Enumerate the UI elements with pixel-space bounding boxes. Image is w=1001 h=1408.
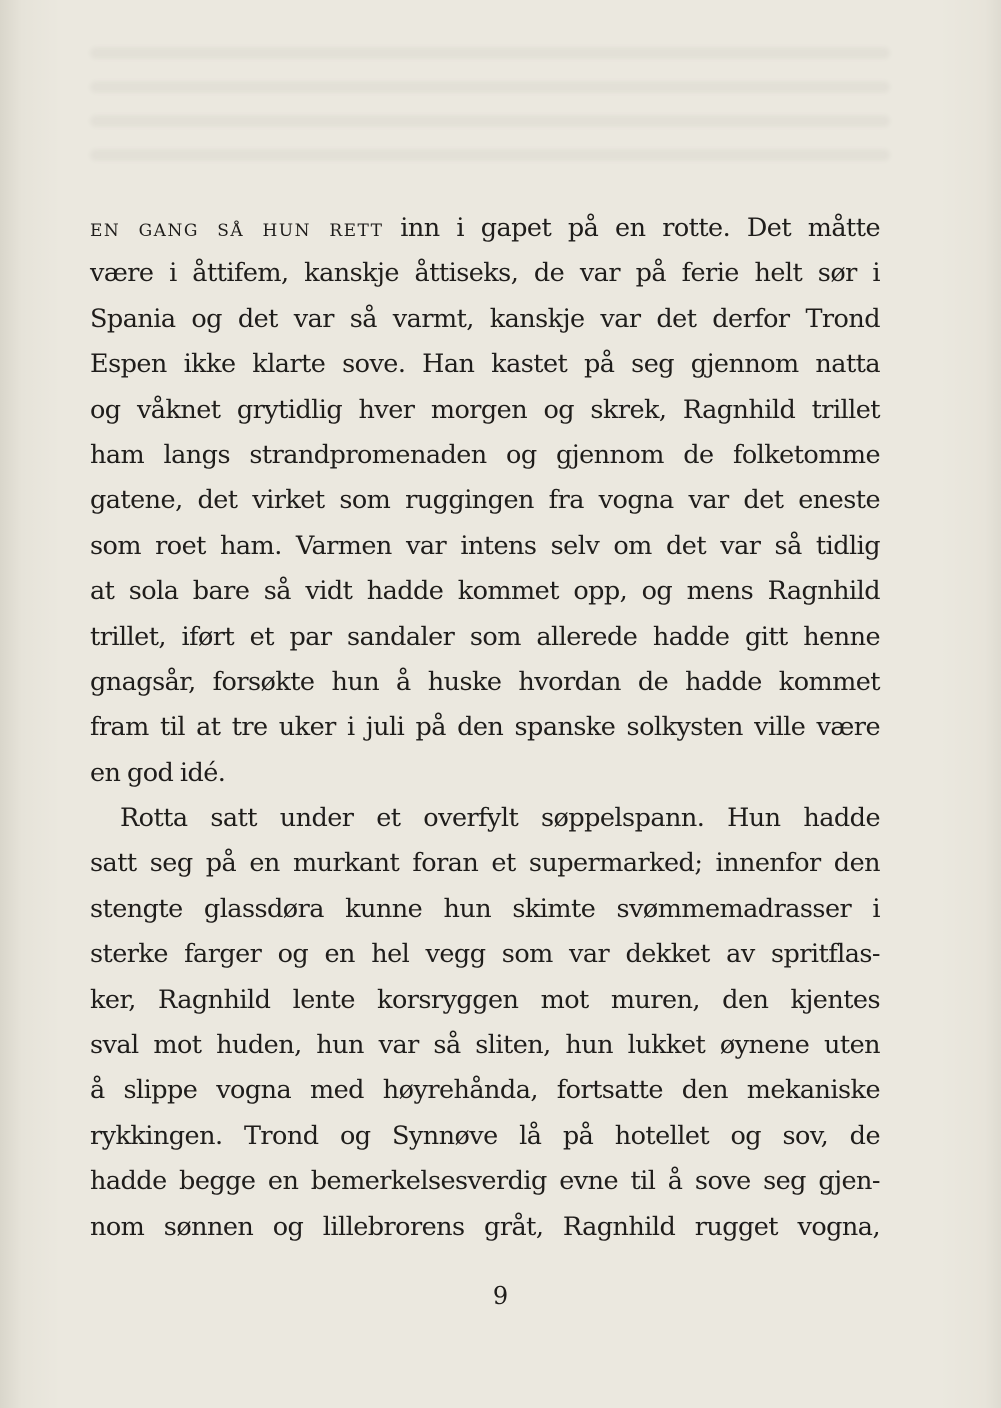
paragraph-2 bbox=[90, 796, 880, 1250]
paragraph-1 bbox=[90, 206, 880, 796]
text-line: hadde begge en bemerkelsesverdig evne til å sove seg gjen- bbox=[90, 1166, 880, 1197]
text-line: stengte glassdøra kunne hun skimte svømmemadrasser i bbox=[90, 893, 880, 924]
text-line: og våknet grytidlig hver morgen og skrek, Ragnhild trillet bbox=[90, 394, 880, 425]
text-line: ham langs strandpromenaden og gjennom de folketomme bbox=[90, 439, 880, 470]
text-line: fram til at tre uker i juli på den spanske solkysten ville være bbox=[90, 712, 880, 743]
text-line: trillet, iført et par sandaler som allerede hadde gitt henne bbox=[90, 621, 880, 652]
text-line: rykkingen. Trond og Synnøve lå på hotellet og sov, de bbox=[90, 1120, 880, 1151]
text-line: å slippe vogna med høyrehånda, fortsatte den mekaniske bbox=[90, 1075, 880, 1106]
text-line: en god idé. bbox=[90, 757, 226, 788]
text-line: sterke farger og en hel vegg som var dekket av spritflas- bbox=[90, 939, 880, 970]
text-line: gatene, det virket som ruggingen fra vogna var det eneste bbox=[90, 485, 880, 516]
text-line: være i åttifem, kanskje åttiseks, de var på ferie helt sør i bbox=[90, 258, 880, 289]
page-number: 9 bbox=[492, 1282, 509, 1310]
text-line: Spania og det var så varmt, kanskje var det derfor Trond bbox=[90, 303, 880, 334]
text-line: at sola bare så vidt hadde kommet opp, og mens Ragnhild bbox=[90, 576, 880, 607]
text-line: en gang så hun rett inn i gapet på en rotte. Det måtte bbox=[90, 213, 880, 243]
text-line: ker, Ragnhild lente korsryggen mot muren, den kjentes bbox=[90, 984, 880, 1015]
text-line: nom sønnen og lillebrorens gråt, Ragnhild rugget vogna, bbox=[90, 1211, 880, 1242]
bleed-through-text bbox=[90, 25, 890, 195]
text-line: sval mot huden, hun var så sliten, hun lukket øynene uten bbox=[90, 1030, 880, 1061]
body-text bbox=[90, 206, 880, 1250]
text-line: Espen ikke klarte sove. Han kastet på seg gjennom natta bbox=[90, 349, 880, 380]
text-line: Rotta satt under et overfylt søppelspann. Hun hadde bbox=[120, 803, 880, 834]
text-line: satt seg på en murkant foran et supermarked; innenfor den bbox=[90, 848, 880, 879]
text-line: som roet ham. Varmen var intens selv om det var så tidlig bbox=[90, 530, 880, 561]
text-line: gnagsår, forsøkte hun å huske hvordan de hadde kommet bbox=[90, 666, 880, 697]
opening-small-caps: en gang så hun rett bbox=[90, 214, 384, 242]
